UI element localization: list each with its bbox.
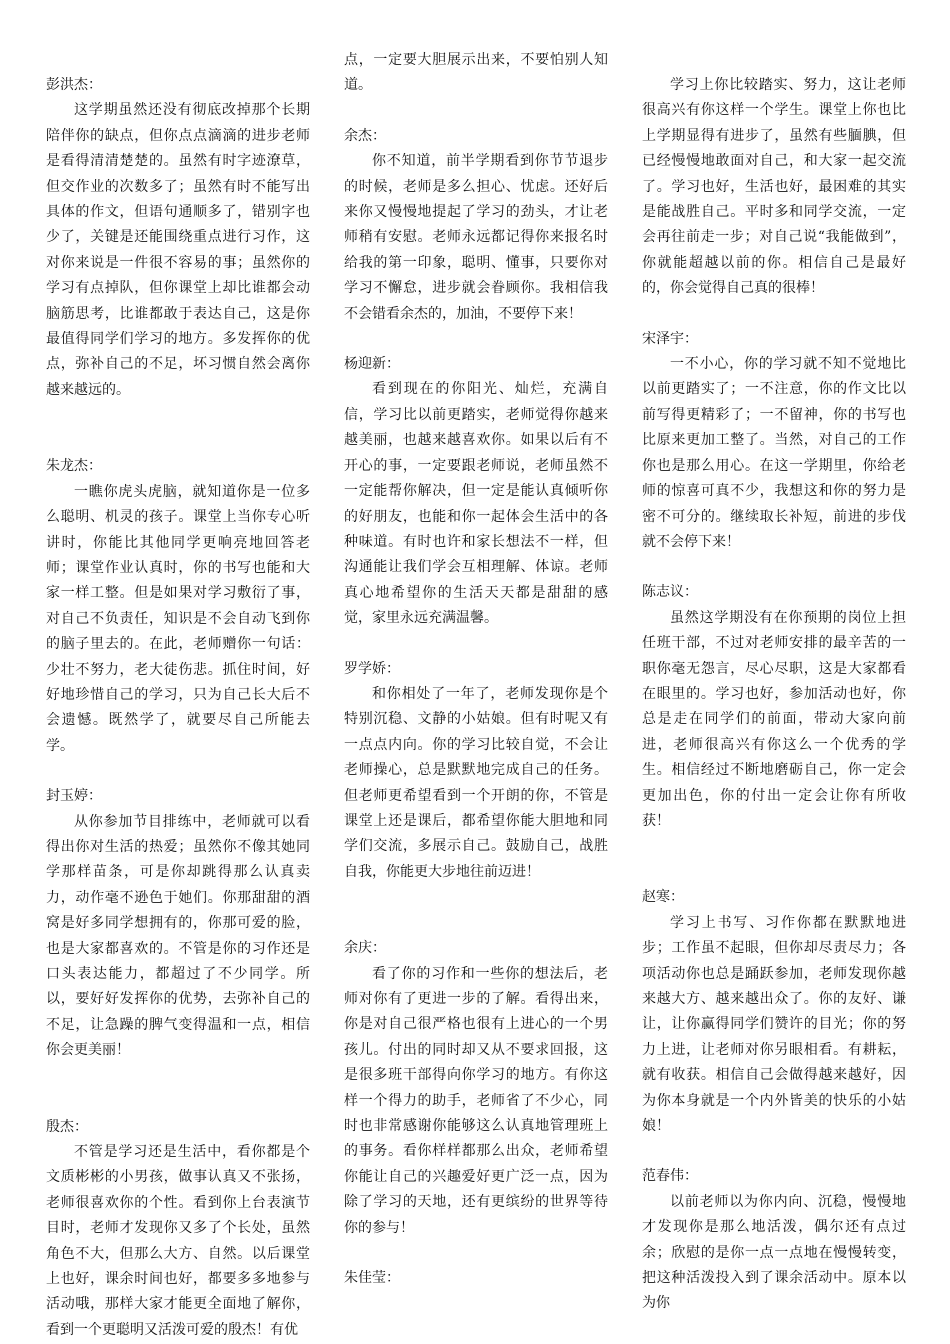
comment-text: 虽然这学期没有在你预期的岗位上担任班干部，不过对老师安排的最辛苦的一职你毫无怨言，尽心尽职，这是大家都看在眼里的。学习也好，参加活动也好，你总是走在同学们的前面，带动大家向前进，老师很高兴有你这么一个优秀的学生。相信经过不断地磨砺自己，你一定会更加出色，你的付出一定会让你有所收获！	[642, 609, 906, 829]
comment-entry	[344, 657, 608, 886]
comment-entry-continued	[344, 48, 608, 99]
comment-entry	[642, 580, 906, 834]
student-name: 杨迎新：	[344, 356, 400, 373]
student-name: 封玉婷：	[46, 788, 102, 805]
comment-column-middle	[344, 0, 608, 1344]
comment-entry	[642, 885, 906, 1139]
comment-entry	[46, 784, 310, 1063]
student-name: 彭洪杰：	[46, 77, 102, 93]
comment-entry	[344, 352, 608, 631]
comment-entry	[344, 1266, 608, 1291]
comment-text: 看到现在的你阳光、灿烂，充满自信，学习比以前更踏实，老师觉得你越来越美丽，也越来越喜欢你。如果以后有不开心的事，一定要跟老师说，老师虽然不一定能帮你解决，但一定是能认真倾听你的好朋友，也能和你一起体会生活中的各种味道。有时也许和家长想法不一样，但沟通能让我们学会互相理解、体谅。老师真心地希望你的生活天天都是甜甜的感觉，家里永远充满温馨。	[344, 381, 608, 627]
student-name: 朱龙杰：	[46, 458, 102, 475]
comment-text: 学习上你比较踏实、努力，这让老师很高兴有你这样一个学生。课堂上你也比上学期显得有进步了，虽然有些腼腆，但已经慢慢地敢面对自己，和大家一起交流了。学习也好，生活也好，最困难的其实是能战胜自己。平时多和同学交流，一定会再往前走一步；对自己说“我能做到”，你就能超越以前的你。相信自己是最好的，你会觉得自己真的很棒！	[642, 77, 906, 297]
comment-entry	[344, 124, 608, 327]
student-name: 范春伟：	[642, 1168, 698, 1185]
comment-text: 点，一定要大胆展示出来，不要怕别人知道。	[344, 52, 608, 94]
student-name: 陈志议：	[642, 584, 698, 601]
student-name: 赵寒：	[642, 889, 684, 906]
comment-text: 一瞧你虎头虎脑，就知道你是一位多么聪明、机灵的孩子。课堂上当你专心听讲时，你能比其他同学更响亮地回答老师；课堂作业认真时，你的书写也能和大家一样工整。但是如果对学习敷衍了事，对自己不负责任，知识是不会自动飞到你的脑子里去的。在此，老师赠你一句话：少壮不努力，老大徒伤悲。抓住时间，好好地珍惜自己的学习，只为自己长大后不会遗憾。既然学了，就要尽自己所能去学。	[46, 483, 310, 754]
comment-text: 从你参加节目排练中，老师就可以看得出你对生活的热爱；虽然你不像其她同学那样苗条，可是你却跳得那么认真卖力，动作毫不逊色于她们。你那甜甜的酒窝是好多同学想拥有的，你那可爱的脸，也是大家都喜欢的。不管是你的习作还是口头表达能力，都超过了不少同学。所以，要好好发挥你的优势，去弥补自己的不足，让急躁的脾气变得温和一点，相信你会更美丽！	[46, 813, 310, 1059]
comment-text: 和你相处了一年了，老师发现你是个特别沉稳、文静的小姑娘。但有时呢又有一点点内向。你的学习比较自觉，不会让老师操心，总是默默地完成自己的任务。但老师更希望看到一个开朗的你，不管是课堂上还是课后，都希望你能大胆地和同学们交流，多展示自己。鼓励自己，战胜自我，你能更大步地往前迈进！	[344, 685, 608, 880]
comment-text: 以前老师以为你内向、沉稳，慢慢地才发现你是那么地活泼，偶尔还有点过余；欣慰的是你一点一点地在慢慢转变，把这种活泼投入到了课余活动中。原本以为你	[642, 1193, 906, 1312]
comment-entry	[642, 1164, 906, 1316]
student-name: 宋泽宇：	[642, 330, 698, 347]
student-name: 朱佳莹：	[344, 1270, 400, 1287]
comment-entry	[46, 454, 310, 759]
comment-entry	[46, 1115, 310, 1344]
comment-text: 这学期虽然还没有彻底改掉那个长期陪伴你的缺点，但你点点滴滴的进步老师是看得清清楚楚的。虽然有时字迹潦草，但交作业的次数多了；虽然有时不能写出具体的作文，但语句通顺多了，错别字也少了，关键是还能围绕重点进行习作，这对你来说是一件很不容易的事；虽然你的学习有点掉队，但你课堂上却比谁都会动脑筋思考，比谁都敢于表达自己，这是你最值得同学们学习的地方。多发挥你的优点，弥补自己的不足，坏习惯自然会离你越来越远的。	[46, 102, 310, 398]
student-name: 殷杰：	[46, 1118, 88, 1135]
comment-text: 看了你的习作和一些你的想法后，老师对你有了更进一步的了解。看得出来，你是对自己很严格也很有上进心的一个男孩儿。付出的同时却又从不要求回报，这是很多班干部得向你学习的地方。有你这样一个得力的助手，老师省了不少心，同时也非常感谢你能够这么认真地管理班上的事务。看你样样都那么出众，老师希望你能让自己的兴趣爱好更广泛一点，因为除了学习的天地，还有更缤纷的世界等待你的参与！	[344, 965, 608, 1236]
comment-entry	[46, 73, 310, 403]
student-name: 余杰：	[344, 127, 386, 144]
comment-entry	[344, 936, 608, 1241]
comment-text: 一不小心，你的学习就不知不觉地比以前更踏实了；一不注意，你的作文比以前写得更精彩了；一不留神，你的书写也比原来更加工整了。当然，对自己的工作你也是那么用心。在这一学期里，你给老师的惊喜可真不少，我想这和你的努力是密不可分的。继续取长补短，前进的步伐就不会停下来！	[642, 356, 906, 550]
student-name: 罗学娇：	[344, 660, 400, 677]
comment-column-right	[642, 0, 906, 1344]
comment-entry-continued	[642, 73, 906, 302]
comment-entry	[642, 327, 906, 556]
comment-text: 你不知道，前半学期看到你节节退步的时候，老师是多么担心、忧虑。还好后来你又慢慢地提起了学习的劲头，才让老师稍有安慰。老师永远都记得你来报名时给我的第一印象，聪明、懂事，只要你对学习不懈怠，进步就会眷顾你。我相信我不会错看余杰的，加油，不要停下来！	[344, 153, 608, 322]
comment-text: 不管是学习还是生活中，看你都是个文质彬彬的小男孩，做事认真又不张扬，老师很喜欢你的个性。看到你上台表演节目时，老师才发现你又多了个长处，虽然角色不大，但那么大方、自然。以后课堂上也好，课余时间也好，都要多多地参与活动哦，那样大家才能更全面地了解你，看到一个更聪明又活泼可爱的殷杰！有优	[46, 1144, 310, 1338]
comment-text: 学习上书写、习作你都在默默地进步；工作虽不起眼，但你却尽责尽力；各项活动你也总是踊跃参加，老师发现你越来越大方、越来越出众了。你的友好、谦让，让你赢得同学们赞许的目光；你的努力上进，让老师对你另眼相看。有耕耘，就有收获。相信自己会做得越来越好，因为你本身就是一个内外皆美的快乐的小姑娘！	[642, 914, 906, 1135]
student-name: 余庆：	[344, 940, 386, 957]
comment-column-left	[46, 0, 310, 1344]
